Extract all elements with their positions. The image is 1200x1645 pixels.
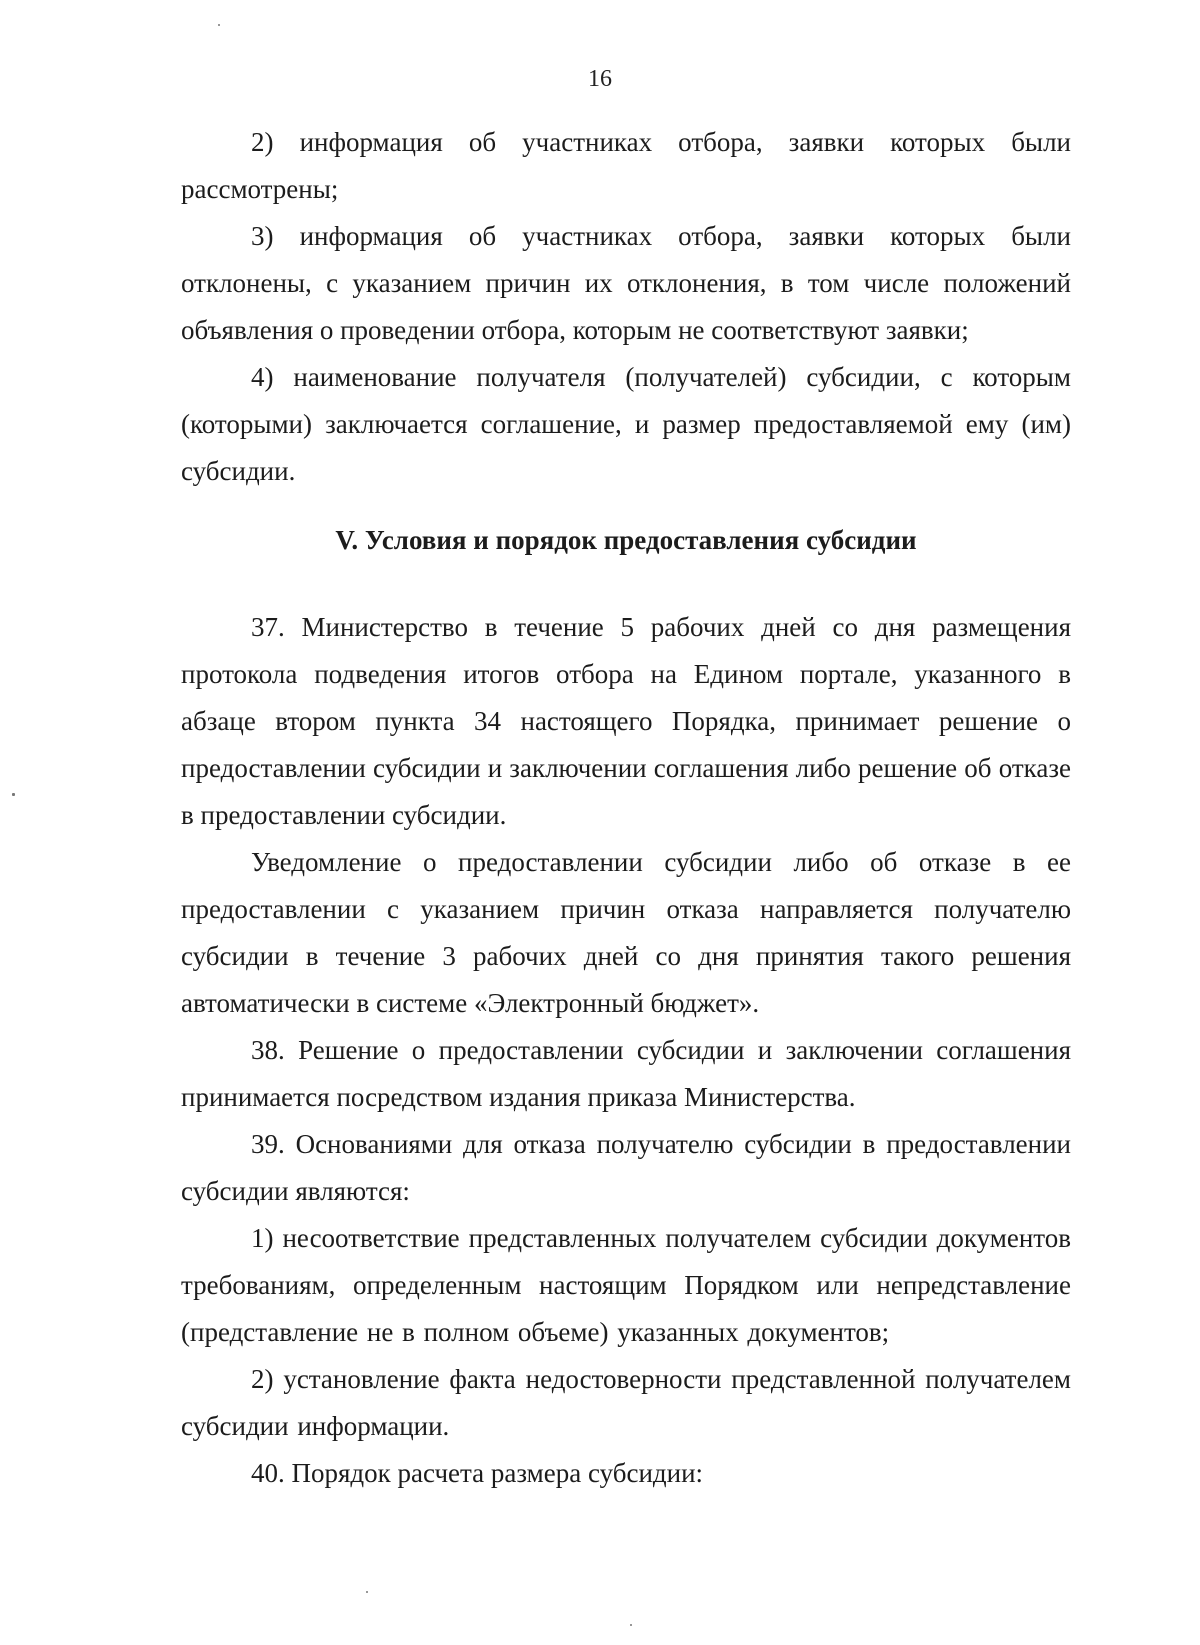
document-body [181, 119, 1071, 1497]
paragraph-37-notification: Уведомление о предоставлении субсидии либо об отказе в ее предоставлении с указанием причин отказа направляется получателю субсидии в течение 3 рабочих дней со дня принятия такого решения автоматически в системе «Электронный бюджет». [181, 847, 1071, 1018]
scan-speck [12, 793, 15, 796]
section-heading: V. Условия и порядок предоставления субсидии [335, 525, 917, 555]
paragraph-39: 39. Основаниями для отказа получателю субсидии в предоставлении субсидии являются: [181, 1129, 1071, 1206]
paragraph-item-2: 2) информация об участниках отбора, заявки которых были рассмотрены; [181, 127, 1071, 204]
scan-speck [630, 1624, 632, 1626]
paragraph-37: 37. Министерство в течение 5 рабочих дней со дня размещения протокола подведения итогов отбора на Едином портале, указанного в абзаце втором пункта 34 настоящего Порядка, принимает решение о предоставлении субсидии и заключении соглашения либо решение об отказе в предоставлении субсидии. [181, 612, 1071, 830]
paragraph-39-item-1: 1) несоответствие представленных получателем субсидии документов требованиям, определенным настоящим Порядком или непредставление (представление не в полном объеме) указанных документов; [181, 1223, 1071, 1347]
paragraph-39-item-2: 2) установление факта недостоверности представленной получателем субсидии информации. [181, 1364, 1071, 1441]
scan-speck [366, 1591, 368, 1593]
paragraph-40: 40. Порядок расчета размера субсидии: [251, 1458, 704, 1488]
paragraph-item-4: 4) наименование получателя (получателей) субсидии, с которым (которыми) заключается соглашение, и размер предоставляемой ему (им) субсидии. [181, 362, 1071, 486]
page-number: 16 [588, 66, 612, 92]
paragraph-item-3: 3) информация об участниках отбора, заявки которых были отклонены, с указанием причин их отклонения, в том числе положений объявления о проведении отбора, которым не соответствуют заявки; [181, 221, 1071, 345]
scan-speck [218, 24, 220, 26]
paragraph-38: 38. Решение о предоставлении субсидии и заключении соглашения принимается посредством издания приказа Министерства. [181, 1035, 1071, 1112]
